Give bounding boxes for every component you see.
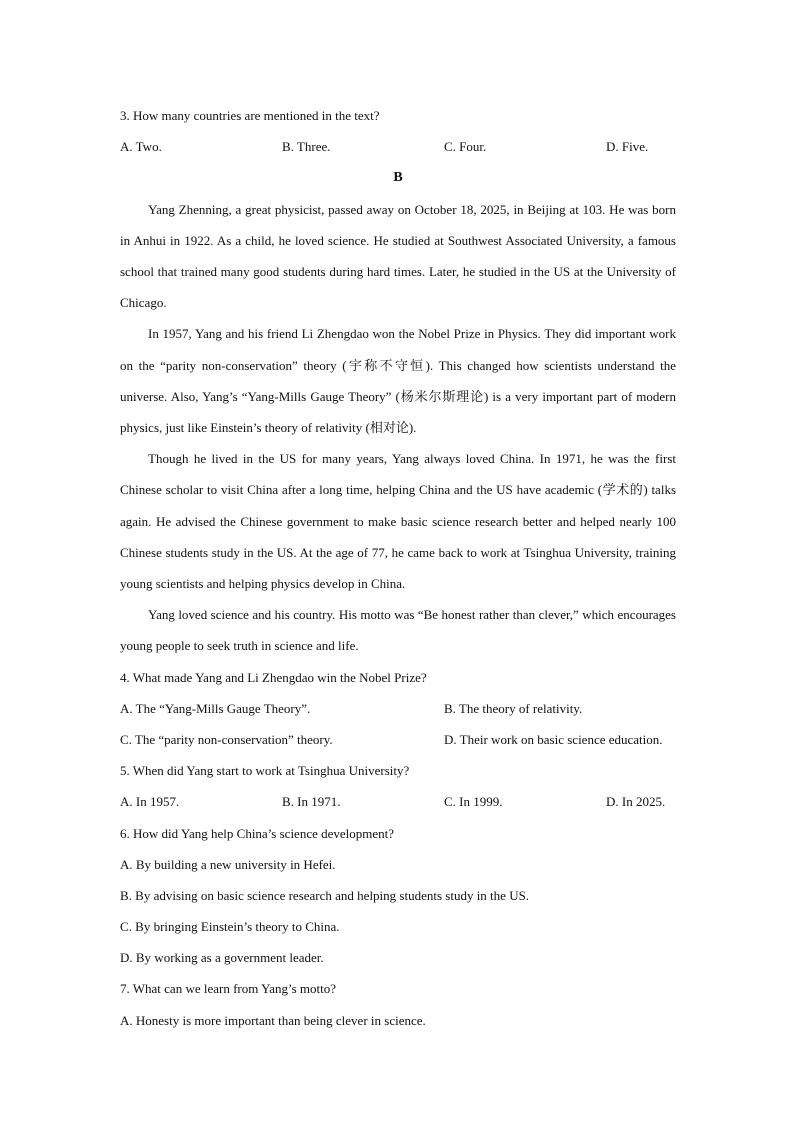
passage-paragraph-2: In 1957, Yang and his friend Li Zhengdao won the Nobel Prize in Physics. They did important work on the “parity non-conservation” theory (宇称不守恒). This changed how scientists understand the universe. Also, Yang’s “Yang-Mills Gauge Theory” (杨米尔斯理论) is a very important part of modern physics, just like Einstein’s theory of relativity (相对论).	[120, 326, 676, 435]
question-3-options	[120, 131, 676, 162]
question-4-option-d: D. Their work on basic science education.	[444, 731, 663, 747]
question-6-option-b: B. By advising on basic science research and helping students study in the US.	[120, 887, 530, 903]
question-4-options-row-2	[120, 724, 676, 755]
question-5-option-b: B. In 1971.	[282, 794, 341, 810]
question-5-stem: 5. When did Yang start to work at Tsinghua University?	[120, 763, 410, 779]
exam-page	[120, 100, 676, 1036]
question-6-option-c: C. By bringing Einstein’s theory to China.	[120, 919, 340, 935]
question-5-option-c: C. In 1999.	[444, 794, 503, 810]
question-5-option-d: D. In 2025.	[606, 794, 666, 810]
question-4-option-a: A. The “Yang-Mills Gauge Theory”.	[120, 700, 311, 716]
question-4-options-row-1	[120, 693, 676, 724]
passage-paragraph-4: Yang loved science and his country. His motto was “Be honest rather than clever,” which encourages young people to seek truth in science and life.	[120, 607, 676, 654]
question-5-option-a: A. In 1957.	[120, 794, 180, 810]
passage-paragraph-3: Though he lived in the US for many years, Yang always loved China. In 1971, he was the first Chinese scholar to visit China after a long time, helping China and the US have academic (学术的) talks again. He advised the Chinese government to make basic science research better and helped nearly 100 Chinese students study in the US. At the age of 77, he came back to work at Tsinghua University, training young scientists and helping physics develop in China.	[120, 451, 676, 591]
question-7-option-a: A. Honesty is more important than being clever in science.	[120, 1012, 426, 1028]
passage-paragraph-1: Yang Zhenning, a great physicist, passed away on October 18, 2025, in Beijing at 103. He was born in Anhui in 1922. As a child, he loved science. He studied at Southwest Associated University, a famous school that trained many good students during hard times. Later, he studied in the US at the University of Chicago.	[120, 201, 676, 311]
question-6-option-a: A. By building a new university in Hefei.	[120, 856, 336, 872]
question-3-option-b: B. Three.	[282, 139, 331, 155]
question-7-stem: 7. What can we learn from Yang’s motto?	[120, 981, 337, 997]
question-3-option-a: A. Two.	[120, 139, 162, 155]
question-4-option-c: C. The “parity non-conservation” theory.	[120, 731, 333, 747]
question-4-option-b: B. The theory of relativity.	[444, 700, 583, 716]
question-6-stem: 6. How did Yang help China’s science development?	[120, 825, 395, 841]
question-4-stem: 4. What made Yang and Li Zhengdao win the Nobel Prize?	[120, 669, 427, 685]
question-5-options	[120, 786, 676, 817]
question-3-option-d: D. Five.	[606, 139, 649, 155]
question-3-stem: 3. How many countries are mentioned in the text?	[120, 108, 380, 123]
question-6-option-d: D. By working as a government leader.	[120, 950, 324, 966]
question-3-option-c: C. Four.	[444, 139, 487, 155]
section-b-heading: B	[393, 170, 403, 186]
